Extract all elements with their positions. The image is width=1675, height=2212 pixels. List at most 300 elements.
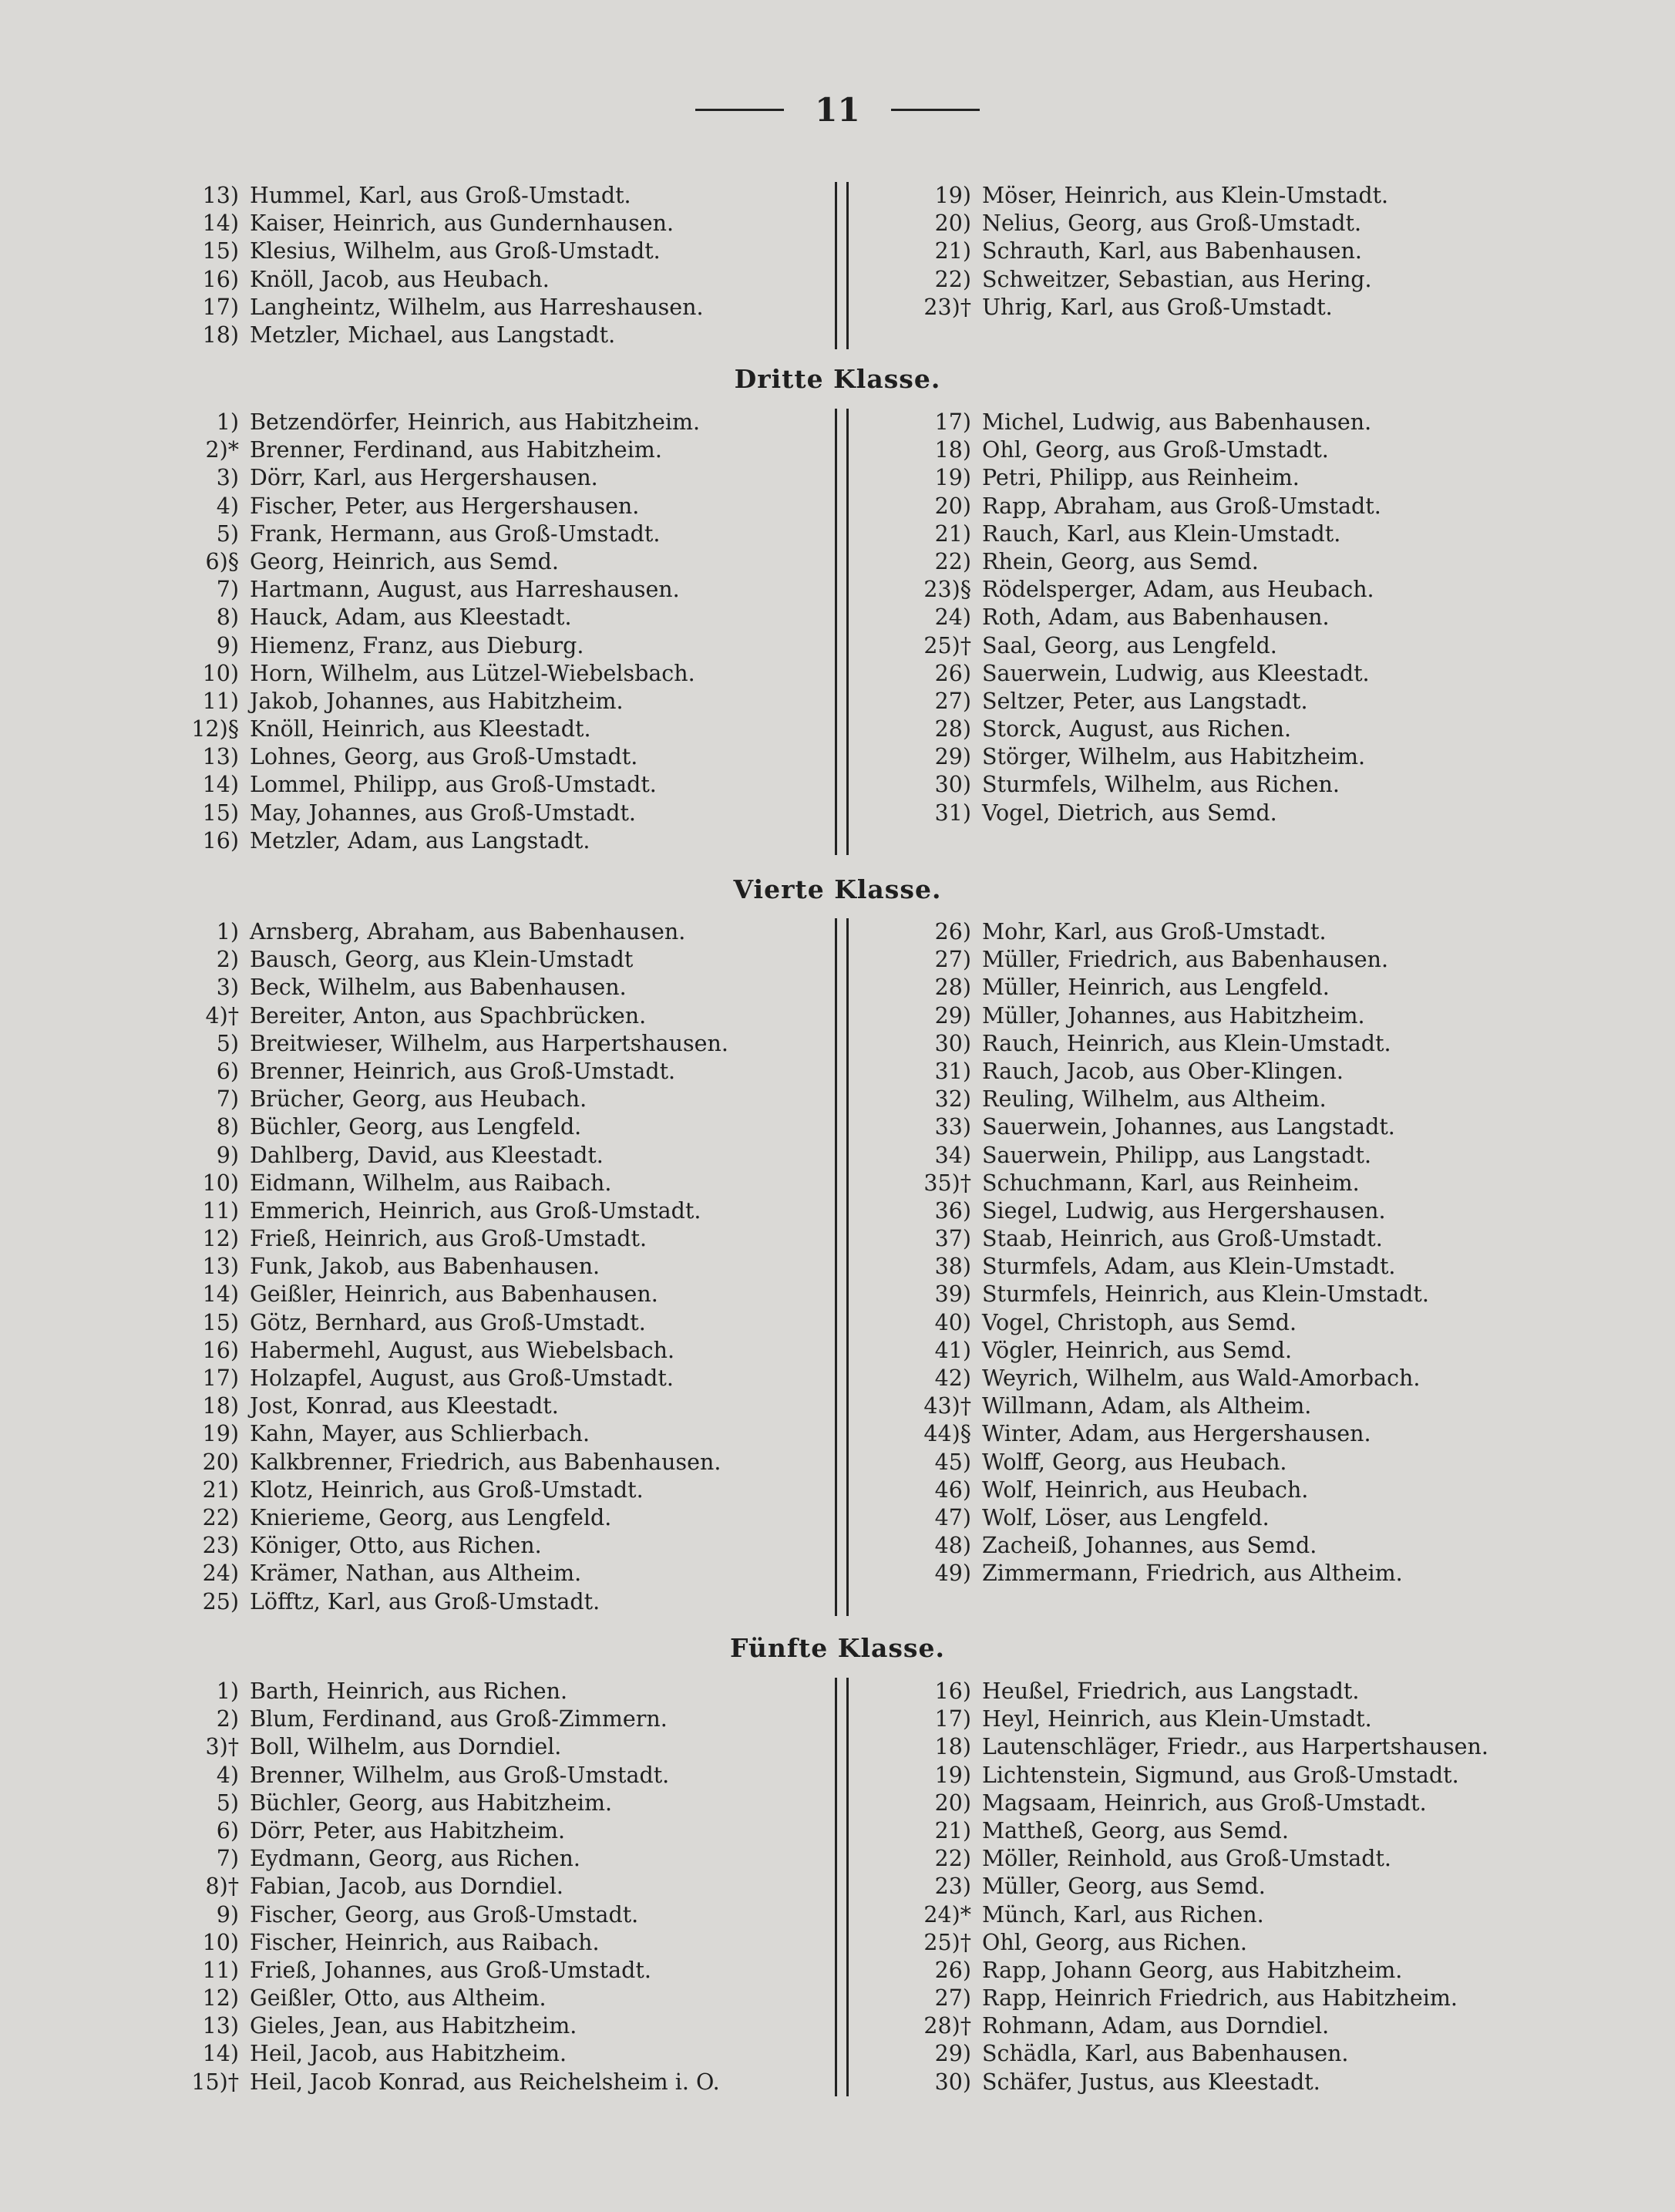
entry-number: 3)	[216, 465, 239, 491]
entry-number: 13)	[202, 744, 239, 770]
entry-name: Rapp, Johann Georg, aus Habitzheim.	[982, 1957, 1403, 1983]
list-item	[894, 1337, 1429, 1365]
entry-name: Nelius, Georg, aus Groß-Umstadt.	[982, 210, 1362, 237]
entry-number: 23)†	[923, 294, 971, 320]
entry-number: 49)	[934, 1561, 971, 1587]
list-item	[894, 1058, 1429, 1086]
list-item	[162, 493, 700, 520]
list-item	[894, 1532, 1429, 1560]
entry-number: 25)†	[923, 632, 971, 658]
entry-name: Hiemenz, Franz, aus Dieburg.	[250, 632, 584, 658]
entry-name: Götz, Bernhard, aus Groß-Umstadt.	[250, 1309, 646, 1335]
list-item	[162, 1449, 728, 1476]
entry-number: 27)	[934, 1985, 971, 2012]
entry-name: Roth, Adam, aus Babenhausen.	[982, 604, 1330, 631]
section-title-vierte: Vierte Klasse.	[733, 874, 942, 904]
list-item	[162, 322, 704, 349]
entry-name: Boll, Wilhelm, aus Dorndiel.	[250, 1734, 562, 1760]
column-left	[162, 918, 728, 1616]
entry-name: Hauck, Adam, aus Kleestadt.	[250, 604, 572, 631]
list-item	[162, 1705, 720, 1733]
entry-name: Sauerwein, Ludwig, aus Kleestadt.	[982, 660, 1370, 686]
entry-number: 27)	[934, 947, 971, 973]
entry-name: Brenner, Wilhelm, aus Groß-Umstadt.	[250, 1762, 670, 1788]
list-item	[894, 576, 1381, 604]
entry-number: 15)	[202, 238, 239, 264]
list-item	[894, 294, 1388, 322]
entry-number: 12)§	[191, 716, 239, 742]
entry-number: 28)	[934, 716, 971, 742]
entry-name: Rauch, Karl, aus Klein-Umstadt.	[982, 520, 1341, 547]
list-item	[162, 576, 700, 604]
entry-name: Schuchmann, Karl, aus Reinheim.	[982, 1170, 1360, 1196]
entry-number: 22)	[934, 1846, 971, 1872]
entry-number: 13)	[202, 183, 239, 208]
entry-number: 14)	[202, 1281, 239, 1308]
column-right	[894, 1678, 1488, 2096]
entry-number: 19)	[934, 183, 971, 208]
entry-number: 20)	[934, 210, 971, 237]
entry-name: Betzendörfer, Heinrich, aus Habitzheim.	[250, 409, 701, 435]
entry-name: Münch, Karl, aus Richen.	[982, 1901, 1264, 1928]
list-item	[162, 1392, 728, 1420]
column-left	[162, 1678, 720, 2096]
entry-name: Krämer, Nathan, aus Altheim.	[250, 1561, 582, 1587]
entry-number: 4)	[216, 1762, 239, 1788]
entry-name: Schäfer, Justus, aus Kleestadt.	[982, 2069, 1320, 2095]
list-item	[162, 1002, 728, 1030]
entry-number: 15)	[202, 800, 239, 826]
list-item	[894, 743, 1381, 771]
list-item	[894, 715, 1381, 743]
list-item	[162, 632, 700, 660]
entry-number: 13)	[202, 2013, 239, 2039]
list-item	[162, 1309, 728, 1337]
entry-number: 26)	[934, 660, 971, 686]
entry-name: Rödelsperger, Adam, aus Heubach.	[982, 577, 1374, 603]
entry-number: 24)	[202, 1561, 239, 1587]
entry-name: Wolff, Georg, aus Heubach.	[982, 1449, 1287, 1475]
list-item	[162, 237, 704, 265]
entry-number: 8)	[216, 604, 239, 631]
list-item	[894, 1705, 1488, 1733]
entry-name: Weyrich, Wilhelm, aus Wald-Amorbach.	[982, 1365, 1421, 1391]
entry-name: Jakob, Johannes, aus Habitzheim.	[250, 688, 624, 714]
entry-number: 27)	[934, 688, 971, 714]
list-item	[894, 1253, 1429, 1281]
entry-number: 16)	[202, 1337, 239, 1363]
entry-number: 23)	[202, 1533, 239, 1559]
entry-name: Schrauth, Karl, aus Babenhausen.	[982, 238, 1362, 264]
list-item	[162, 604, 700, 631]
list-item	[894, 409, 1381, 436]
list-item	[162, 464, 700, 492]
list-item	[162, 210, 704, 237]
entry-name: Gieles, Jean, aus Habitzheim.	[250, 2013, 577, 2039]
list-item	[894, 946, 1429, 974]
list-item	[162, 1789, 720, 1817]
entry-name: Eydmann, Georg, aus Richen.	[250, 1846, 580, 1872]
entry-name: Müller, Heinrich, aus Lengfeld.	[982, 975, 1330, 1001]
entry-number: 18)	[934, 437, 971, 463]
entry-number: 22)	[934, 266, 971, 292]
list-item	[162, 548, 700, 576]
list-item	[894, 1504, 1429, 1532]
entry-number: 35)†	[923, 1170, 971, 1196]
entry-number: 21)	[934, 1817, 971, 1843]
entry-number: 25)†	[923, 1929, 971, 1955]
entry-number: 17)	[202, 294, 239, 320]
entry-number: 19)	[934, 465, 971, 491]
entry-number: 16)	[202, 266, 239, 292]
entry-number: 37)	[934, 1226, 971, 1252]
entry-number: 8)	[216, 1114, 239, 1140]
entry-number: 16)	[202, 827, 239, 853]
entry-number: 17)	[934, 409, 971, 435]
list-item	[162, 436, 700, 464]
entry-number: 2)*	[205, 437, 239, 463]
entry-name: Wolf, Löser, aus Lengfeld.	[982, 1504, 1270, 1530]
list-item	[894, 660, 1381, 688]
entry-name: Bereiter, Anton, aus Spachbrücken.	[250, 1002, 647, 1029]
list-item	[894, 1030, 1429, 1058]
list-item	[162, 918, 728, 946]
entry-number: 40)	[934, 1309, 971, 1335]
list-item	[162, 1225, 728, 1253]
list-item	[894, 918, 1429, 946]
entry-name: Rapp, Abraham, aus Groß-Umstadt.	[982, 493, 1381, 519]
list-item	[894, 604, 1381, 631]
entry-name: Lommel, Philipp, aus Groß-Umstadt.	[250, 772, 657, 798]
list-item	[894, 1560, 1429, 1587]
entry-name: Knierieme, Georg, aus Lengfeld.	[250, 1504, 612, 1530]
entry-number: 16)	[934, 1678, 971, 1704]
list-item	[162, 182, 704, 210]
entry-number: 32)	[934, 1086, 971, 1113]
list-item	[162, 715, 700, 743]
list-item	[894, 237, 1388, 265]
column-right	[894, 182, 1388, 322]
entry-name: Zimmermann, Friedrich, aus Altheim.	[982, 1561, 1403, 1587]
entry-name: Emmerich, Heinrich, aus Groß-Umstadt.	[250, 1197, 701, 1224]
entry-number: 8)†	[205, 1874, 239, 1900]
header-rule-right	[891, 109, 980, 111]
entry-number: 34)	[934, 1142, 971, 1168]
entry-number: 10)	[202, 1170, 239, 1196]
list-item	[162, 1113, 728, 1141]
list-item	[162, 1532, 728, 1560]
entry-name: Lichtenstein, Sigmund, aus Groß-Umstadt.	[982, 1762, 1459, 1788]
list-item	[894, 800, 1381, 827]
entry-number: 9)	[216, 1142, 239, 1168]
entry-name: Müller, Georg, aus Semd.	[982, 1874, 1266, 1900]
entry-name: Breitwieser, Wilhelm, aus Harpertshausen.	[250, 1030, 728, 1056]
entry-number: 5)	[216, 520, 239, 547]
entry-name: Dahlberg, David, aus Kleestadt.	[250, 1142, 604, 1168]
entry-number: 12)	[202, 1226, 239, 1252]
entry-number: 18)	[934, 1734, 971, 1760]
entry-name: Funk, Jakob, aus Babenhausen.	[250, 1254, 600, 1280]
entry-number: 1)	[216, 919, 239, 944]
list-item	[162, 1142, 728, 1170]
entry-name: Brücher, Georg, aus Heubach.	[250, 1086, 587, 1113]
list-item	[894, 1086, 1429, 1113]
list-item	[894, 1309, 1429, 1337]
entry-number: 24)	[934, 604, 971, 631]
column-divider	[835, 1678, 849, 2096]
list-item	[162, 1845, 720, 1873]
list-item	[894, 1142, 1429, 1170]
entry-number: 46)	[934, 1476, 971, 1503]
list-item	[894, 520, 1381, 548]
entry-name: Vogel, Dietrich, aus Semd.	[982, 800, 1277, 826]
list-item	[894, 1873, 1488, 1901]
entry-number: 28)	[934, 975, 971, 1001]
entry-number: 1)	[216, 409, 239, 435]
entry-name: Büchler, Georg, aus Lengfeld.	[250, 1114, 582, 1140]
list-item	[162, 1901, 720, 1929]
entry-number: 20)	[934, 493, 971, 519]
entry-name: Schädla, Karl, aus Babenhausen.	[982, 2041, 1349, 2067]
entry-number: 31)	[934, 800, 971, 826]
entry-number: 33)	[934, 1114, 971, 1140]
entry-number: 29)	[934, 2041, 971, 2067]
list-item	[162, 294, 704, 322]
entry-number: 39)	[934, 1281, 971, 1308]
entry-number: 45)	[934, 1449, 971, 1475]
entry-number: 7)	[216, 577, 239, 603]
entry-name: Staab, Heinrich, aus Groß-Umstadt.	[982, 1226, 1383, 1252]
list-item	[894, 1817, 1488, 1845]
entry-name: Frieß, Johannes, aus Groß-Umstadt.	[250, 1957, 651, 1983]
list-item	[162, 2040, 720, 2068]
entry-name: Horn, Wilhelm, aus Lützel-Wiebelsbach.	[250, 660, 695, 686]
entry-name: Arnsberg, Abraham, aus Babenhausen.	[250, 919, 686, 944]
list-item	[162, 1873, 720, 1901]
entry-name: Geißler, Otto, aus Altheim.	[250, 1985, 547, 2012]
entry-name: Knöll, Heinrich, aus Kleestadt.	[250, 716, 591, 742]
entry-number: 13)	[202, 1254, 239, 1280]
list-item	[894, 1901, 1488, 1929]
entry-number: 30)	[934, 2069, 971, 2095]
list-item	[894, 1225, 1429, 1253]
entry-number: 14)	[202, 210, 239, 237]
entry-name: Frank, Hermann, aus Groß-Umstadt.	[250, 520, 661, 547]
list-item	[162, 1197, 728, 1225]
entry-name: Frieß, Heinrich, aus Groß-Umstadt.	[250, 1226, 647, 1252]
list-item	[894, 2012, 1488, 2040]
entry-number: 6)§	[205, 548, 239, 574]
list-item	[162, 1560, 728, 1587]
column-left	[162, 182, 704, 349]
entry-name: Heil, Jacob Konrad, aus Reichelsheim i. O.	[250, 2069, 720, 2095]
column-divider	[835, 409, 849, 855]
list-item	[162, 1762, 720, 1789]
entry-name: Mattheß, Georg, aus Semd.	[982, 1817, 1289, 1843]
list-item	[894, 771, 1381, 799]
entry-number: 21)	[202, 1476, 239, 1503]
entry-name: Klotz, Heinrich, aus Groß-Umstadt.	[250, 1476, 644, 1503]
entry-name: Jost, Konrad, aus Kleestadt.	[250, 1393, 559, 1419]
section-title-fuenfte: Fünfte Klasse.	[730, 1633, 945, 1663]
entry-number: 10)	[202, 1929, 239, 1955]
entry-number: 24)*	[923, 1901, 971, 1928]
list-item	[162, 1253, 728, 1281]
entry-name: Willmann, Adam, als Altheim.	[982, 1393, 1312, 1419]
entry-number: 44)§	[923, 1421, 971, 1447]
list-item	[162, 743, 700, 771]
entry-name: Metzler, Michael, aus Langstadt.	[250, 322, 616, 348]
column-right	[894, 409, 1381, 827]
entry-number: 41)	[934, 1337, 971, 1363]
entry-number: 4)†	[205, 1002, 239, 1029]
entry-number: 20)	[934, 1789, 971, 1816]
entry-number: 2)	[216, 947, 239, 973]
entry-name: Möser, Heinrich, aus Klein-Umstadt.	[982, 183, 1389, 208]
entry-number: 23)	[934, 1874, 971, 1900]
entry-name: Metzler, Adam, aus Langstadt.	[250, 827, 590, 853]
list-item	[894, 1449, 1429, 1476]
entry-name: Ohl, Georg, aus Richen.	[982, 1929, 1247, 1955]
entry-name: Geißler, Heinrich, aus Babenhausen.	[250, 1281, 658, 1308]
entry-name: Beck, Wilhelm, aus Babenhausen.	[250, 975, 627, 1001]
list-item	[162, 1957, 720, 1985]
list-item	[162, 1504, 728, 1532]
entry-name: Langheintz, Wilhelm, aus Harreshausen.	[250, 294, 704, 320]
list-item	[162, 827, 700, 855]
entry-number: 48)	[934, 1533, 971, 1559]
entry-number: 26)	[934, 919, 971, 944]
page-header	[0, 91, 1675, 129]
entry-name: Michel, Ludwig, aus Babenhausen.	[982, 409, 1372, 435]
column-right	[894, 918, 1429, 1588]
list-item	[162, 946, 728, 974]
entry-name: Sturmfels, Adam, aus Klein-Umstadt.	[982, 1254, 1396, 1280]
entry-number: 17)	[202, 1365, 239, 1391]
list-item	[894, 436, 1381, 464]
entry-name: Zacheiß, Johannes, aus Semd.	[982, 1533, 1317, 1559]
entry-name: Siegel, Ludwig, aus Hergershausen.	[982, 1197, 1386, 1224]
entry-number: 23)§	[923, 577, 971, 603]
column-divider	[835, 182, 849, 349]
entry-name: Möller, Reinhold, aus Groß-Umstadt.	[982, 1846, 1391, 1872]
list-item	[162, 1476, 728, 1504]
entry-name: Petri, Philipp, aus Reinheim.	[982, 465, 1300, 491]
entry-name: Kalkbrenner, Friedrich, aus Babenhausen.	[250, 1449, 721, 1475]
list-item	[894, 548, 1381, 576]
entry-number: 9)	[216, 1901, 239, 1928]
list-item	[894, 688, 1381, 715]
entry-number: 36)	[934, 1197, 971, 1224]
list-item	[162, 409, 700, 436]
entry-number: 22)	[202, 1504, 239, 1530]
entry-name: Rohmann, Adam, aus Dorndiel.	[982, 2013, 1330, 2039]
entry-name: Löfftz, Karl, aus Groß-Umstadt.	[250, 1588, 600, 1614]
entry-name: Königer, Otto, aus Richen.	[250, 1533, 542, 1559]
entry-number: 5)	[216, 1789, 239, 1816]
entry-name: Barth, Heinrich, aus Richen.	[250, 1678, 568, 1704]
entry-name: Müller, Friedrich, aus Babenhausen.	[982, 947, 1389, 973]
entry-name: Bausch, Georg, aus Klein-Umstadt	[250, 947, 634, 973]
entry-number: 43)†	[923, 1393, 971, 1419]
entry-name: Heußel, Friedrich, aus Langstadt.	[982, 1678, 1360, 1704]
entry-number: 42)	[934, 1365, 971, 1391]
entry-name: Magsaam, Heinrich, aus Groß-Umstadt.	[982, 1789, 1427, 1816]
list-item	[162, 1086, 728, 1113]
entry-name: Fischer, Georg, aus Groß-Umstadt.	[250, 1901, 639, 1928]
entry-number: 14)	[202, 2041, 239, 2067]
entry-name: Lautenschläger, Friedr., aus Harpertshausen.	[982, 1734, 1488, 1760]
list-item	[894, 1845, 1488, 1873]
entry-name: Heil, Jacob, aus Habitzheim.	[250, 2041, 567, 2067]
entry-number: 15)	[202, 1309, 239, 1335]
entry-name: Büchler, Georg, aus Habitzheim.	[250, 1789, 613, 1816]
list-item	[162, 1058, 728, 1086]
entry-number: 21)	[934, 520, 971, 547]
entry-name: Saal, Georg, aus Lengfeld.	[982, 632, 1277, 658]
entry-number: 19)	[934, 1762, 971, 1788]
entry-number: 30)	[934, 772, 971, 798]
list-item	[162, 1817, 720, 1845]
entry-number: 30)	[934, 1030, 971, 1056]
list-item	[894, 493, 1381, 520]
entry-name: Störger, Wilhelm, aus Habitzheim.	[982, 744, 1366, 770]
entry-name: Sturmfels, Heinrich, aus Klein-Umstadt.	[982, 1281, 1429, 1308]
list-item	[162, 974, 728, 1002]
list-item	[162, 1281, 728, 1308]
entry-number: 20)	[202, 1449, 239, 1475]
list-item	[894, 1957, 1488, 1985]
entry-name: Winter, Adam, aus Hergershausen.	[982, 1421, 1371, 1447]
column-left	[162, 409, 700, 855]
entry-number: 6)	[216, 1058, 239, 1084]
list-item	[894, 2069, 1488, 2096]
list-item	[162, 1337, 728, 1365]
list-item	[894, 1476, 1429, 1504]
list-item	[162, 2012, 720, 2040]
entry-number: 18)	[202, 322, 239, 348]
entry-name: Sauerwein, Philipp, aus Langstadt.	[982, 1142, 1372, 1168]
entry-number: 22)	[934, 548, 971, 574]
entry-name: Fischer, Peter, aus Hergershausen.	[250, 493, 640, 519]
entry-number: 11)	[202, 688, 239, 714]
entry-name: Ohl, Georg, aus Groß-Umstadt.	[982, 437, 1329, 463]
entry-name: Dörr, Karl, aus Hergershausen.	[250, 465, 598, 491]
entry-number: 1)	[216, 1678, 239, 1704]
entry-name: Müller, Johannes, aus Habitzheim.	[982, 1002, 1365, 1029]
entry-number: 31)	[934, 1058, 971, 1084]
entry-number: 15)†	[191, 2069, 239, 2095]
entry-name: Hartmann, August, aus Harreshausen.	[250, 577, 680, 603]
entry-number: 14)	[202, 772, 239, 798]
header-rule-left	[695, 109, 784, 111]
entry-number: 9)	[216, 632, 239, 658]
entry-number: 11)	[202, 1957, 239, 1983]
list-item	[894, 210, 1388, 237]
list-item	[894, 1281, 1429, 1308]
list-item	[162, 1678, 720, 1705]
entry-name: Blum, Ferdinand, aus Groß-Zimmern.	[250, 1706, 668, 1732]
list-item	[162, 771, 700, 799]
entry-name: Knöll, Jacob, aus Heubach.	[250, 266, 550, 292]
entry-number: 21)	[934, 238, 971, 264]
list-item	[894, 1762, 1488, 1789]
entry-number: 5)	[216, 1030, 239, 1056]
list-item	[894, 1170, 1429, 1197]
list-item	[894, 266, 1388, 294]
list-item	[894, 1929, 1488, 1957]
list-item	[894, 182, 1388, 210]
